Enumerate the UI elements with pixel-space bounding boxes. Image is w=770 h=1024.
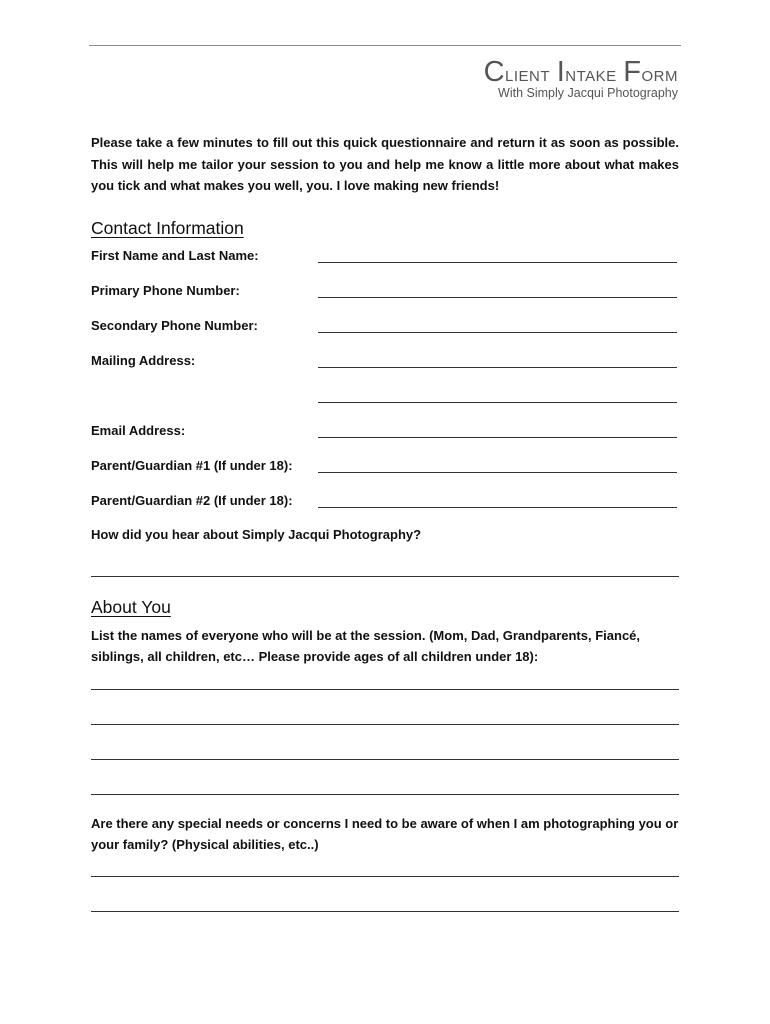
guardian-2-label: Parent/Guardian #2 (If under 18): — [91, 493, 293, 508]
mailing-address-label: Mailing Address: — [91, 353, 196, 368]
form-title — [484, 58, 678, 88]
secondary-phone-field[interactable] — [318, 332, 677, 333]
name-field[interactable] — [318, 262, 677, 263]
referral-question: How did you hear about Simply Jacqui Photography? — [91, 527, 422, 542]
name-label: First Name and Last Name: — [91, 248, 259, 263]
attendees-answer-line[interactable] — [91, 794, 679, 795]
guardian-1-label: Parent/Guardian #1 (If under 18): — [91, 458, 293, 473]
form-header — [484, 58, 678, 100]
special-needs-question: Are there any special needs or concerns I need to be aware of when I am photographing you or your family? (Physical abilities, etc..) — [91, 816, 679, 852]
guardian-2-field[interactable] — [318, 507, 677, 508]
mailing-address-field-line-1[interactable] — [318, 367, 677, 368]
special-needs-answer-line[interactable] — [91, 876, 679, 877]
attendees-answer-line[interactable] — [91, 759, 679, 760]
title-initial: I — [556, 56, 566, 88]
attendees-question: List the names of everyone who will be at the session. (Mom, Dad, Grandparents, Fiancé, siblings, all children, etc… Please provide ages of all children under 18): — [91, 628, 641, 664]
title-initial: F — [623, 56, 642, 88]
guardian-1-field[interactable] — [318, 472, 677, 473]
special-needs-answer-line[interactable] — [91, 911, 679, 912]
title-rest: orm — [641, 61, 678, 86]
form-subtitle: With Simply Jacqui Photography — [498, 86, 678, 100]
primary-phone-field[interactable] — [318, 297, 677, 298]
header-rule — [89, 45, 681, 46]
intro-paragraph: Please take a few minutes to fill out this quick questionnaire and return it as soon as possible. This will help me tailor your session to you and help me know a little more about what makes you tick and what makes you well, you. I love making new friends! — [91, 135, 679, 193]
about-section-heading: About You — [91, 597, 171, 617]
title-rest: ntake — [565, 61, 617, 86]
primary-phone-label: Primary Phone Number: — [91, 283, 240, 298]
secondary-phone-label: Secondary Phone Number: — [91, 318, 258, 333]
email-field[interactable] — [318, 437, 677, 438]
attendees-answer-line[interactable] — [91, 689, 679, 690]
referral-answer-line[interactable] — [91, 576, 679, 577]
email-label: Email Address: — [91, 423, 186, 438]
title-rest: lient — [505, 61, 551, 86]
mailing-address-field-line-2[interactable] — [318, 402, 677, 403]
attendees-answer-line[interactable] — [91, 724, 679, 725]
title-initial: C — [483, 56, 506, 88]
contact-section-heading: Contact Information — [91, 218, 244, 238]
